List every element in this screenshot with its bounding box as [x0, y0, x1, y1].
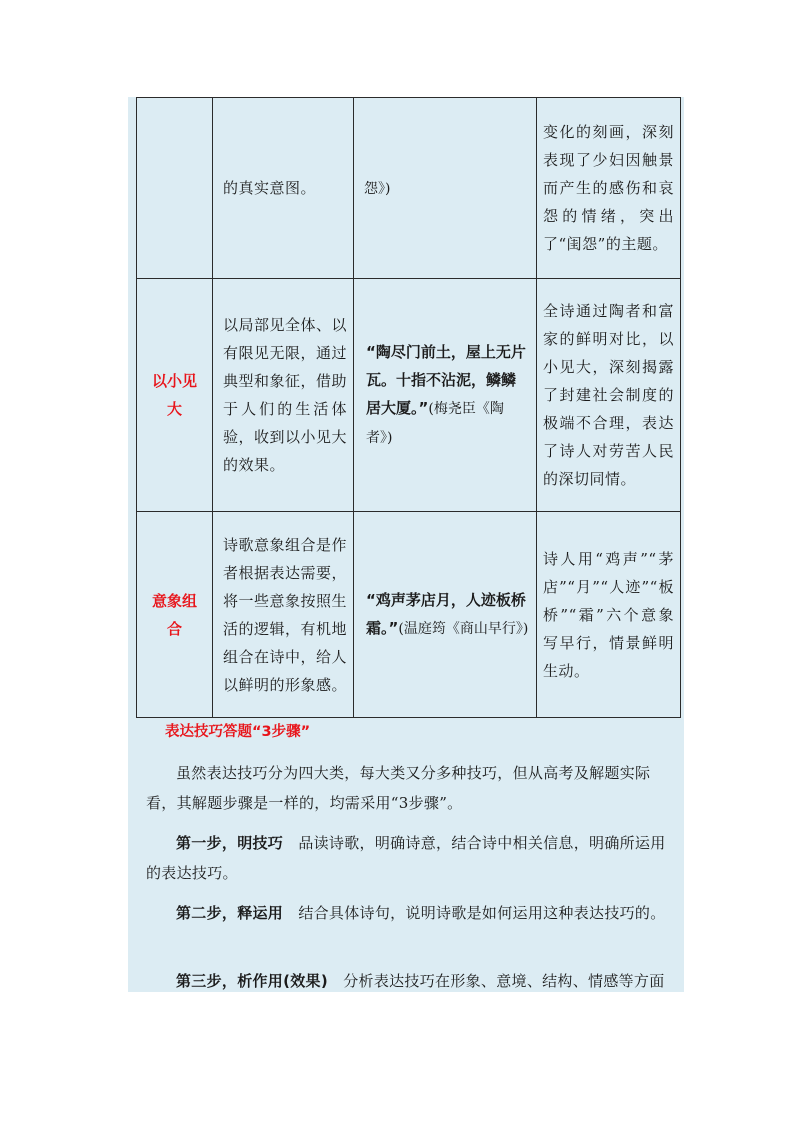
step-text: 结合具体诗句，说明诗歌是如何运用这种表达技巧的。 — [298, 904, 666, 922]
definition-cell — [213, 98, 354, 279]
technique-name: 以小见大 — [151, 372, 197, 418]
technique-table — [136, 97, 681, 718]
table-row — [137, 512, 681, 718]
step-paragraph — [146, 966, 676, 996]
definition-text: 以局部见全体、以有限见无限，通过典型和象征，借助于人们的生活体验，收到以小见大的效果。 — [223, 316, 348, 474]
technique-cell — [137, 512, 213, 718]
step-label: 第一步，明技巧 — [176, 834, 284, 852]
step-label: 第二步，释运用 — [176, 904, 284, 922]
technique-name: 意象组合 — [151, 591, 197, 638]
example-source: (梅尧臣《陶者》) — [366, 401, 504, 446]
example-source: 怨》) — [364, 180, 391, 197]
intro-text: 虽然表达技巧分为四大类，每大类又分多种技巧，但从高考及解题实际看，其解题步骤是一样的，均需采用“3步骤”。 — [146, 764, 651, 812]
table-row — [137, 98, 681, 279]
example-source: (温庭筠《商山早行》) — [398, 621, 529, 637]
analysis-text: 诗人用“鸡声”“茅店”“月”“人迹”“板桥”“霜”六个意象写早行，情景鲜明生动。 — [543, 549, 674, 680]
step-label: 第三步，析作用(效果) — [176, 972, 329, 990]
example-quote: “鸡声茅店月，人迹板桥霜。” — [366, 591, 526, 637]
technique-cell — [137, 279, 213, 512]
step-paragraph — [146, 828, 676, 888]
definition-text: 的真实意图。 — [223, 179, 317, 197]
definition-cell — [213, 279, 354, 512]
analysis-text: 全诗通过陶者和富家的鲜明对比，以小见大，深刻揭露了封建社会制度的极端不合理，表达了诗人对劳苦人民的深切同情。 — [543, 302, 674, 488]
technique-cell — [137, 98, 213, 279]
section-heading: 表达技巧答题“3步骤” — [165, 724, 311, 740]
step-text: 分析表达技巧在形象、意境、结构、情感等方面 — [343, 972, 665, 990]
analysis-cell — [537, 512, 681, 718]
analysis-text: 变化的刻画，深刻表现了少妇因触景而产生的感伤和哀怨的情绪，突出了“闺怨”的主题。 — [543, 123, 674, 253]
step-text: 品读诗歌，明确诗意，结合诗中相关信息，明确所运用的表达技巧。 — [146, 834, 666, 882]
example-cell — [354, 98, 537, 279]
definition-cell — [213, 512, 354, 718]
step-paragraph — [146, 898, 676, 928]
example-cell — [354, 512, 537, 718]
analysis-cell — [537, 279, 681, 512]
definition-text: 诗歌意象组合是作者根据表达需要，将一些意象按照生活的逻辑，有机地组合在诗中，给人以鲜明的形象感。 — [223, 535, 348, 694]
intro-paragraph — [146, 758, 676, 818]
analysis-cell — [537, 98, 681, 279]
example-quote: “陶尽门前土，屋上无片瓦。十指不沾泥，鳞鳞居大厦。” — [366, 343, 526, 417]
example-cell — [354, 279, 537, 512]
table-row — [137, 279, 681, 512]
